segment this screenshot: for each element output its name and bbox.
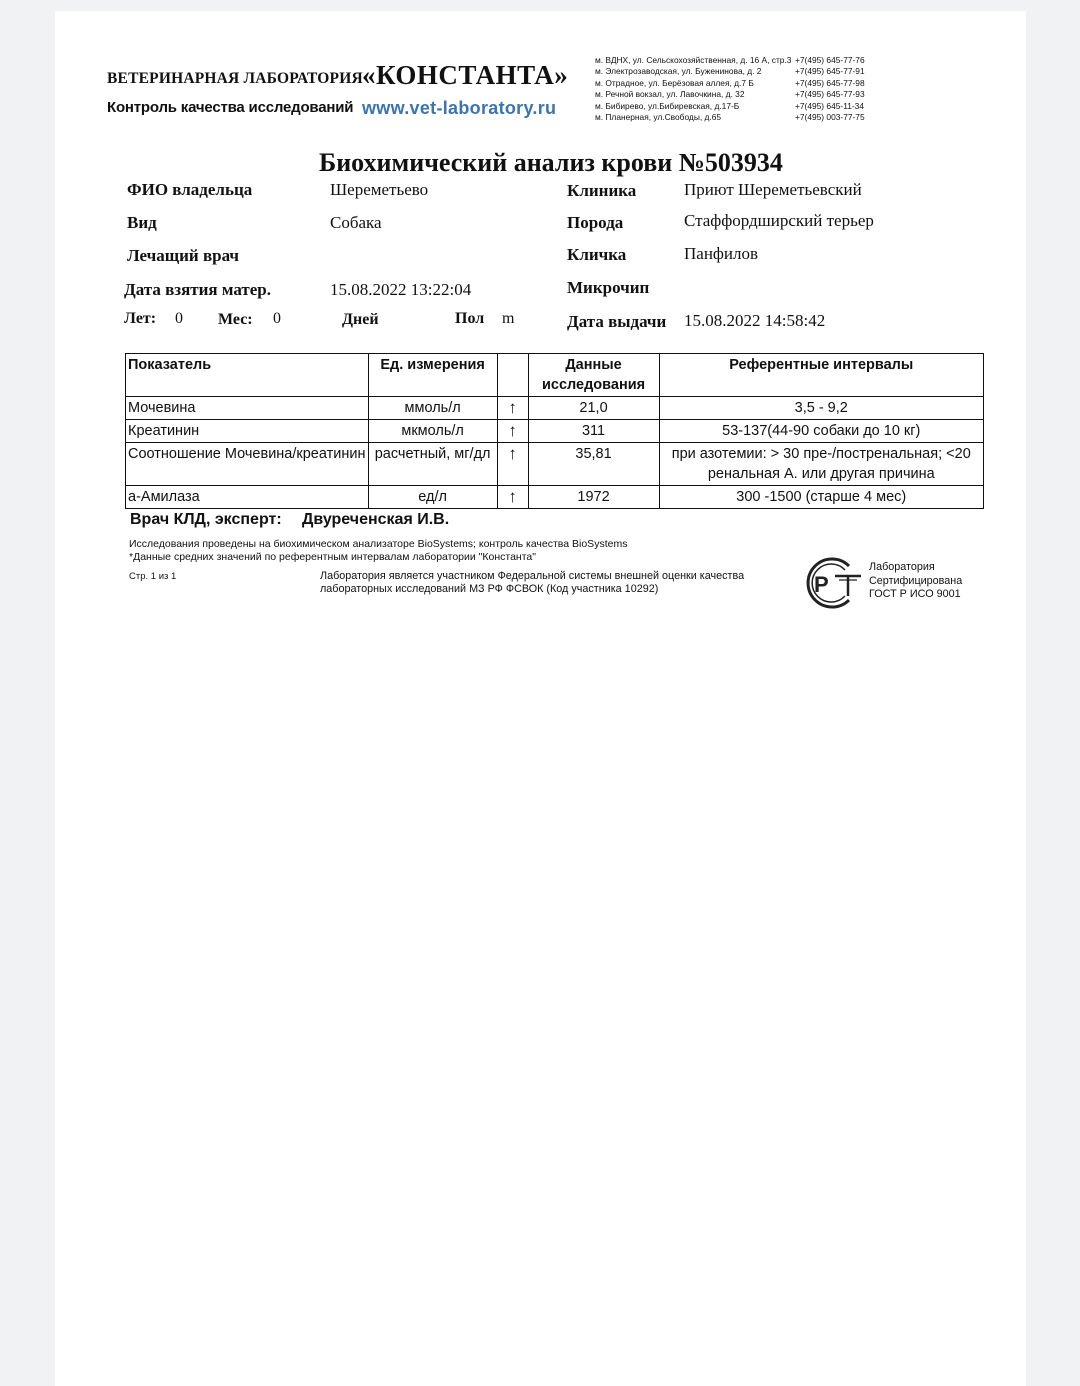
table-row — [126, 420, 984, 443]
row-name: Креатинин — [126, 420, 369, 443]
analyzer-note: Исследования проведены на биохимическом анализаторе BioSystems; контроль качества BioSystems — [129, 538, 628, 550]
issue-date-label: Дата выдачи — [567, 312, 667, 331]
results-table — [125, 353, 984, 509]
table-row — [126, 397, 984, 420]
sex-label: Пол — [455, 310, 485, 327]
arrow-up-icon: ↑ — [497, 420, 528, 443]
certification-logo-icon — [801, 556, 867, 610]
column-header-indicator: Показатель — [126, 354, 369, 397]
phone-item: +7(495) 645-77-98 — [795, 77, 865, 88]
svg-text:Р: Р — [814, 572, 829, 597]
cert-line: Лаборатория — [869, 561, 935, 573]
lab-website: www.vet-laboratory.ru — [362, 98, 557, 118]
address-item: м. Электрозаводская, ул. Буженинова, д. 2 — [595, 66, 762, 77]
sample-date-label: Дата взятия матер. — [124, 280, 271, 299]
arrow-up-icon: ↑ — [497, 397, 528, 420]
owner-value: Шереметьево — [330, 180, 429, 199]
phone-item: +7(495) 645-77-76 — [795, 55, 865, 65]
document-page — [55, 11, 1026, 1386]
column-header-flag — [497, 354, 528, 397]
table-header-row — [126, 354, 984, 397]
row-value: 311 — [528, 420, 659, 443]
table-row — [126, 486, 984, 509]
column-header-reference: Референтные интервалы — [659, 354, 984, 397]
issue-date-value: 15.08.2022 14:58:42 — [684, 311, 826, 330]
column-header-value: Данные исследования — [528, 354, 659, 397]
federal-line: Лаборатория является участником Федеральной системы внешней оценки качества — [320, 570, 745, 582]
months-label: Мес: — [218, 311, 253, 328]
lab-doctor-label: Врач КЛД, эксперт: — [130, 511, 282, 528]
clinic-value: Приют Шереметьевский — [684, 180, 862, 199]
sample-date-value: 15.08.2022 13:22:04 — [330, 280, 472, 299]
row-value: 21,0 — [528, 397, 659, 420]
sex-value: m — [502, 310, 515, 327]
owner-label: ФИО владельца — [127, 180, 253, 199]
address-item: м. ВДНХ, ул. Сельскохозяйственная, д. 16 А, стр.3 — [595, 55, 792, 65]
reference-note: *Данные средних значений по референтным интервалам лаборатории "Константа" — [129, 551, 536, 563]
row-unit: мкмоль/л — [368, 420, 497, 443]
breed-value: Стаффордширский терьер — [684, 211, 874, 230]
years-label: Лет: — [124, 310, 157, 327]
nickname-label: Кличка — [567, 245, 627, 264]
row-reference: при азотемии: > 30 пре-/постренальная; <20 ренальная А. или другая причина — [659, 443, 984, 486]
phone-item: +7(495) 645-77-93 — [795, 89, 865, 100]
row-unit: ммоль/л — [368, 397, 497, 420]
species-value: Собака — [330, 213, 382, 232]
clinic-label: Клиника — [567, 181, 637, 200]
months-value: 0 — [273, 310, 281, 327]
lab-title: ВЕТЕРИНАРНАЯ ЛАБОРАТОРИЯ — [107, 70, 363, 87]
row-unit: ед/л — [368, 486, 497, 509]
row-unit: расчетный, мг/дл — [368, 443, 497, 486]
phone-item: +7(495) 645-11-34 — [795, 100, 864, 111]
phone-item: +7(495) 003-77-75 — [795, 112, 865, 123]
lab-slogan: Контроль качества исследований — [107, 99, 354, 116]
attending-doctor-label: Лечащий врач — [127, 246, 239, 265]
document-title: Биохимический анализ крови №503934 — [319, 148, 783, 177]
address-item: м. Речной вокзал, ул. Лавочкина, д. 32 — [595, 89, 745, 100]
microchip-label: Микрочип — [567, 278, 650, 297]
nickname-value: Панфилов — [684, 244, 759, 263]
row-reference: 300 -1500 (старше 4 мес) — [659, 486, 984, 509]
column-header-unit: Ед. измерения — [368, 354, 497, 397]
days-label: Дней — [342, 311, 379, 328]
row-name: Мочевина — [126, 397, 369, 420]
row-name: Соотношение Мочевина/креатинин — [126, 443, 369, 486]
row-name: a-Амилаза — [126, 486, 369, 509]
years-value: 0 — [175, 310, 183, 327]
federal-line: лабораторных исследований МЗ РФ ФСВОК (Код участника 10292) — [320, 583, 659, 595]
address-list — [595, 55, 791, 123]
page-number: Стр. 1 из 1 — [129, 571, 177, 582]
address-item: м. Планерная, ул.Свободы, д.65 — [595, 112, 722, 123]
breed-label: Порода — [567, 213, 624, 232]
species-label: Вид — [127, 213, 157, 232]
arrow-up-icon: ↑ — [497, 443, 528, 486]
table-row — [126, 443, 984, 486]
cert-line: ГОСТ Р ИСО 9001 — [869, 588, 961, 600]
phone-list — [795, 55, 865, 123]
cert-line: Сертифицирована — [869, 574, 963, 587]
lab-doctor-name: Двуреченская И.В. — [302, 511, 450, 528]
lab-name: «КОНСТАНТА» — [362, 60, 569, 90]
address-item: м. Отрадное, ул. Берёзовая аллея, д.7 Б — [595, 77, 754, 88]
arrow-up-icon: ↑ — [497, 486, 528, 509]
federal-participation-note — [320, 570, 744, 596]
certification-text — [869, 561, 962, 602]
row-reference: 53-137(44-90 собаки до 10 кг) — [659, 420, 984, 443]
row-value: 35,81 — [528, 443, 659, 486]
row-reference: 3,5 - 9,2 — [659, 397, 984, 420]
phone-item: +7(495) 645-77-91 — [795, 66, 865, 77]
row-value: 1972 — [528, 486, 659, 509]
address-item: м. Бибирево, ул.Бибиревская, д.17-Б — [595, 100, 740, 111]
